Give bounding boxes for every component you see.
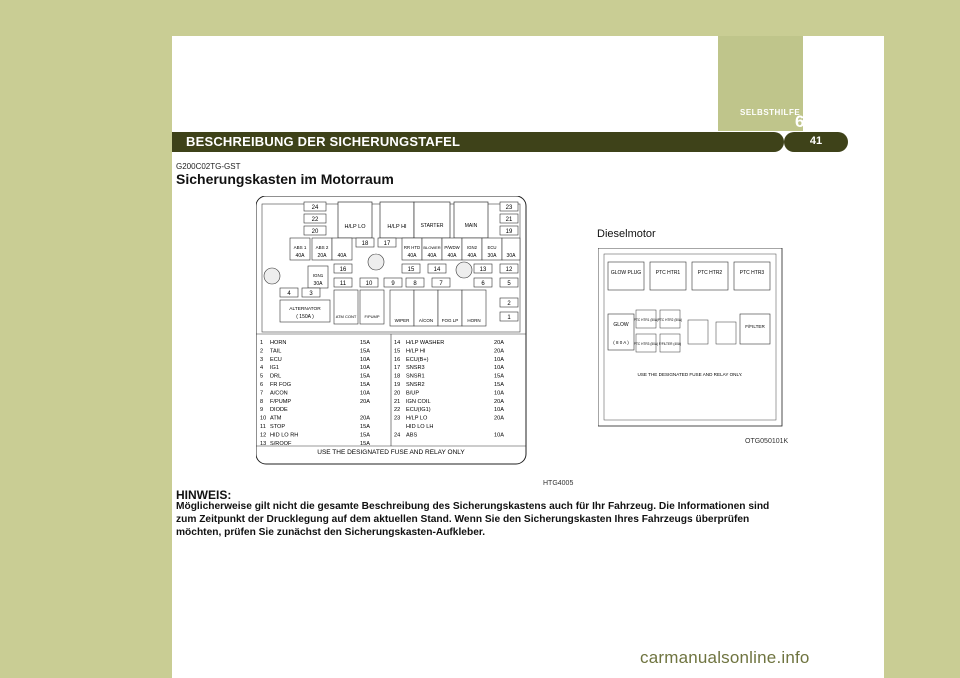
relay-starter	[414, 202, 450, 238]
svg-text:FOG LP: FOG LP	[441, 318, 459, 323]
ptc-htr2-fuse-top	[692, 262, 728, 290]
svg-text:8: 8	[413, 281, 417, 287]
legend-cell: DRL	[270, 373, 282, 380]
svg-text:17: 17	[383, 241, 391, 247]
legend-cell: 21	[394, 398, 401, 405]
page-heading: Sicherungskasten im Motorraum	[176, 171, 394, 187]
legend-cell: 8	[260, 398, 264, 405]
legend-cell: ATM	[270, 415, 282, 422]
svg-text:GLOW PLUG: GLOW PLUG	[610, 270, 642, 276]
svg-text:20: 20	[311, 229, 319, 235]
legend-cell: ECU(IG1)	[406, 407, 431, 414]
legend-cell: 9	[260, 407, 264, 414]
svg-text:22: 22	[311, 217, 319, 223]
legend-cell: ABS	[406, 432, 418, 439]
svg-text:BLOWER: BLOWER	[423, 245, 441, 250]
svg-text:2: 2	[507, 301, 511, 307]
legend-cell: HORN	[270, 340, 287, 346]
svg-text:40A: 40A	[427, 253, 437, 259]
svg-text:40A: 40A	[337, 253, 347, 259]
svg-text:ABS 2: ABS 2	[315, 245, 329, 250]
chapter-label: SELBSTHILFE	[740, 108, 801, 117]
legend-cell: 10A	[360, 390, 370, 397]
legend-cell: 15A	[494, 382, 504, 388]
relay-acon	[414, 290, 438, 326]
legend-cell: IGN COIL	[406, 398, 431, 405]
legend-cell: ECU	[270, 356, 282, 363]
legend-row	[406, 424, 433, 430]
screw-boss-left	[264, 268, 280, 284]
fuse-14	[428, 264, 446, 273]
relay-atm-cont	[334, 290, 358, 324]
legend-cell: TAIL	[270, 348, 282, 355]
legend-cell: 20A	[360, 415, 370, 422]
svg-text:F/PUMP: F/PUMP	[364, 314, 380, 319]
alternator-fuse	[280, 300, 330, 322]
fuse-6	[474, 278, 492, 287]
svg-text:20A: 20A	[317, 253, 327, 259]
svg-text:PTC HTR2: PTC HTR2	[697, 270, 723, 276]
legend-cell: 15A	[360, 340, 370, 346]
chapter-number: 6	[795, 112, 805, 131]
svg-text:40A: 40A	[447, 253, 457, 259]
svg-text:H/LP HI: H/LP HI	[387, 224, 407, 230]
fuse-blower	[422, 238, 442, 260]
svg-text:F/FILTER: F/FILTER	[745, 324, 765, 329]
svg-text:P/WDW: P/WDW	[444, 245, 460, 250]
svg-text:MAIN: MAIN	[464, 223, 478, 229]
diesel-label: Dieselmotor	[597, 228, 656, 240]
legend-cell: S/ROOF	[270, 440, 292, 447]
legend-cell: 3	[260, 356, 264, 363]
svg-text:IGN2: IGN2	[466, 245, 478, 250]
glow-fuse	[608, 314, 634, 350]
svg-text:ECU: ECU	[487, 245, 497, 250]
svg-text:15: 15	[407, 267, 415, 273]
relay-main	[454, 202, 488, 238]
legend-cell: FR FOG	[270, 382, 292, 388]
legend-cell: 10	[260, 415, 267, 422]
svg-text:12: 12	[505, 267, 513, 273]
legend-cell: 24	[394, 432, 401, 439]
fuse-18	[356, 238, 374, 247]
legend-cell: 20	[394, 390, 401, 397]
legend-cell: 5	[260, 373, 264, 380]
legend-cell: H/LP HI	[406, 348, 426, 355]
legend-cell: 15A	[360, 432, 370, 439]
svg-text:WIPER: WIPER	[394, 318, 410, 323]
fuse-16	[334, 264, 352, 273]
relay-horn	[462, 290, 486, 326]
relay-hlp-hi	[380, 202, 414, 238]
screw-boss-right	[456, 262, 472, 278]
fusebox-footer: USE THE DESIGNATED FUSE AND RELAY ONLY	[317, 449, 465, 456]
fuse-23	[500, 202, 518, 211]
legend-cell: 17	[394, 365, 401, 372]
svg-text:3: 3	[309, 291, 313, 297]
fuse-abs2	[312, 238, 332, 260]
section-title: BESCHREIBUNG DER SICHERUNGSTAFEL	[186, 134, 461, 149]
relay-hlp-lo	[338, 202, 372, 238]
fuse-11	[334, 278, 352, 287]
fuse-9	[384, 278, 402, 287]
svg-text:14: 14	[433, 267, 441, 273]
svg-text:6: 6	[481, 281, 485, 287]
diesel-fusebox-figure	[598, 248, 784, 428]
ptc-htr3-fuse-top	[734, 262, 770, 290]
svg-text:H/LP LO: H/LP LO	[344, 224, 366, 230]
relay-foglp	[438, 290, 462, 326]
svg-text:21: 21	[505, 217, 513, 223]
legend-cell: 18	[394, 373, 401, 380]
fuse-1	[500, 312, 518, 321]
svg-text:( 8 0 A ): ( 8 0 A )	[613, 340, 629, 345]
svg-text:30A: 30A	[506, 253, 516, 259]
svg-text:PTC HTR3 (50A): PTC HTR3 (50A)	[633, 342, 659, 346]
fuse-15	[402, 264, 420, 273]
svg-text:( 150A ): ( 150A )	[296, 314, 314, 320]
section-title-bar	[172, 132, 784, 152]
legend-cell: 1	[260, 340, 264, 346]
fuse-ign1	[308, 266, 328, 288]
legend-cell: 23	[394, 415, 401, 422]
svg-text:40A: 40A	[467, 253, 477, 259]
svg-text:ATM CONT: ATM CONT	[335, 314, 357, 319]
legend-cell: 10A	[494, 407, 504, 414]
relay-block-1	[688, 320, 708, 344]
legend-cell: 4	[260, 365, 264, 372]
fuse-20	[304, 226, 326, 235]
page-number-pill	[784, 132, 848, 152]
legend-cell: A/CON	[270, 390, 288, 397]
svg-text:9: 9	[391, 281, 395, 287]
svg-text:STARTER: STARTER	[420, 223, 444, 229]
legend-cell: SNSR1	[406, 373, 425, 380]
fuse-large-3	[332, 238, 352, 260]
svg-text:IGN1: IGN1	[312, 273, 324, 278]
ffilter-small	[659, 334, 681, 352]
fuse-10	[360, 278, 378, 287]
legend-cell: DIODE	[270, 407, 288, 414]
svg-text:10: 10	[365, 281, 373, 287]
fuse-21	[500, 214, 518, 223]
svg-text:PTC HTR1: PTC HTR1	[655, 270, 681, 276]
relay-wiper	[390, 290, 414, 326]
legend-cell: SNSR2	[406, 382, 425, 388]
legend-cell: 10A	[360, 356, 370, 363]
ptc-htr3-small	[634, 334, 658, 352]
svg-text:RR HTD: RR HTD	[403, 245, 421, 250]
fuse-19	[500, 226, 518, 235]
watermark: carmanualsonline.info	[640, 648, 810, 667]
legend-cell: 15A	[360, 348, 370, 355]
figure-code-right: OTG050101K	[745, 438, 789, 445]
legend-cell: 20A	[494, 398, 504, 405]
screw-boss-mid	[368, 254, 384, 270]
svg-text:30A: 30A	[313, 281, 323, 287]
figure-code-left: HTG4005	[543, 480, 574, 487]
ptc-htr1-fuse-top	[650, 262, 686, 290]
svg-text:19: 19	[505, 229, 513, 235]
legend-cell: 20A	[360, 398, 370, 405]
ptc-htr1-small	[634, 310, 658, 328]
fuse-ign2	[462, 238, 482, 260]
svg-text:4: 4	[287, 291, 291, 297]
relay-block-2	[716, 322, 736, 344]
legend-cell: 20A	[494, 415, 504, 422]
note-title: HINWEIS:	[176, 488, 232, 502]
fuse-5	[500, 278, 518, 287]
legend-cell: 15A	[360, 440, 370, 447]
legend-cell: STOP	[270, 424, 286, 430]
legend-cell: 13	[260, 440, 267, 447]
fuse-8	[406, 278, 424, 287]
svg-text:40A: 40A	[295, 253, 305, 259]
fuse-13	[474, 264, 492, 273]
fuse-24	[304, 202, 326, 211]
legend-cell: 10A	[494, 432, 504, 439]
fusebox-figure	[256, 196, 528, 478]
legend-cell: ECU(B+)	[406, 356, 429, 363]
legend-cell: 15A	[360, 382, 370, 388]
legend-cell: 2	[260, 348, 264, 355]
fuse-2	[500, 298, 518, 307]
fuse-17	[378, 238, 396, 247]
legend-cell: H/LP WASHER	[406, 340, 445, 346]
svg-text:40A: 40A	[407, 253, 417, 259]
legend-cell: 16	[394, 356, 401, 363]
svg-text:30A: 30A	[487, 253, 497, 259]
fuse-large-9	[502, 238, 520, 260]
svg-text:16: 16	[339, 267, 347, 273]
legend-cell: 20A	[494, 348, 504, 355]
fuse-12	[500, 264, 518, 273]
legend-cell: 14	[394, 340, 401, 346]
svg-text:1: 1	[507, 315, 511, 321]
fuse-ecu	[482, 238, 502, 260]
legend-cell: IG1	[270, 365, 280, 372]
legend-cell: 10A	[494, 390, 504, 397]
svg-text:ABS 1: ABS 1	[293, 245, 307, 250]
relay-fpump	[360, 290, 384, 324]
legend-cell: F/PUMP	[270, 398, 292, 405]
svg-text:HORN: HORN	[467, 318, 481, 323]
right-margin	[884, 36, 960, 678]
svg-text:A/CON: A/CON	[418, 318, 434, 323]
legend-cell: 10A	[494, 365, 504, 372]
note-body: Möglicherweise gilt nicht die gesamte Beschreibung des Sicherungskastens auch für Ihr Fahrzeug. Die Informationen sind zum Zeitpunkt der Drucklegung auf dem aktuellen Stand. Wenn Sie den Sicherungskasten Ihres Fahrzeugs überprüfen möchten, prüfen Sie zunächst den Sicherungskasten-Aufkleber.	[176, 501, 770, 538]
page-number: 41	[809, 135, 823, 147]
svg-text:13: 13	[479, 267, 487, 273]
fuse-3	[302, 288, 320, 297]
legend-cell: H/LP LO	[406, 415, 428, 422]
svg-text:5: 5	[507, 281, 511, 287]
ffilter-fuse	[740, 314, 770, 344]
ptc-htr2-small	[658, 310, 682, 328]
legend-cell: 15A	[360, 424, 370, 430]
svg-text:F/FILTER (40A): F/FILTER (40A)	[658, 342, 682, 346]
legend-cell: 12	[260, 432, 267, 439]
svg-text:18: 18	[361, 241, 369, 247]
svg-text:24: 24	[311, 205, 319, 211]
legend-cell: SNSR3	[406, 365, 425, 372]
legend-cell: 15A	[494, 373, 504, 380]
svg-text:23: 23	[505, 205, 513, 211]
legend-cell: 7	[260, 390, 264, 397]
legend-cell: 10A	[494, 356, 504, 363]
legend-cell: 15A	[360, 373, 370, 380]
fuse-pwdw	[442, 238, 462, 260]
legend-cell: HID LO RH	[270, 432, 299, 439]
svg-text:7: 7	[439, 281, 443, 287]
legend-cell: 10A	[360, 365, 370, 372]
svg-text:PTC HTR3: PTC HTR3	[739, 270, 765, 276]
glow-plug-fuse-top	[608, 262, 644, 290]
fuse-7	[432, 278, 450, 287]
top-band	[0, 0, 960, 36]
fuse-abs1	[290, 238, 310, 260]
fuse-4	[280, 288, 298, 297]
svg-text:GLOW: GLOW	[613, 322, 629, 328]
fuse-22	[304, 214, 326, 223]
legend-cell: B/UP	[406, 390, 420, 397]
diesel-footer: USE THE DESIGNATED FUSE AND RELAY ONLY.	[637, 372, 743, 377]
fuse-rr-htd	[402, 238, 422, 260]
doc-code: G200C02TG-GST	[176, 162, 241, 171]
legend-cell: HID LO LH	[406, 424, 434, 430]
legend-cell: 6	[260, 382, 264, 388]
svg-text:11: 11	[339, 281, 347, 287]
legend-cell: 15	[394, 348, 401, 355]
legend-cell: 20A	[494, 340, 504, 346]
svg-text:PTC HTR2 (50A): PTC HTR2 (50A)	[657, 318, 683, 322]
svg-text:ALTERNATOR: ALTERNATOR	[289, 307, 321, 312]
svg-text:PTC HTR1 (50A): PTC HTR1 (50A)	[633, 318, 659, 322]
legend-cell: 22	[394, 407, 401, 414]
legend-cell: 19	[394, 382, 401, 388]
left-margin	[0, 36, 172, 678]
legend-cell: 11	[260, 424, 266, 430]
